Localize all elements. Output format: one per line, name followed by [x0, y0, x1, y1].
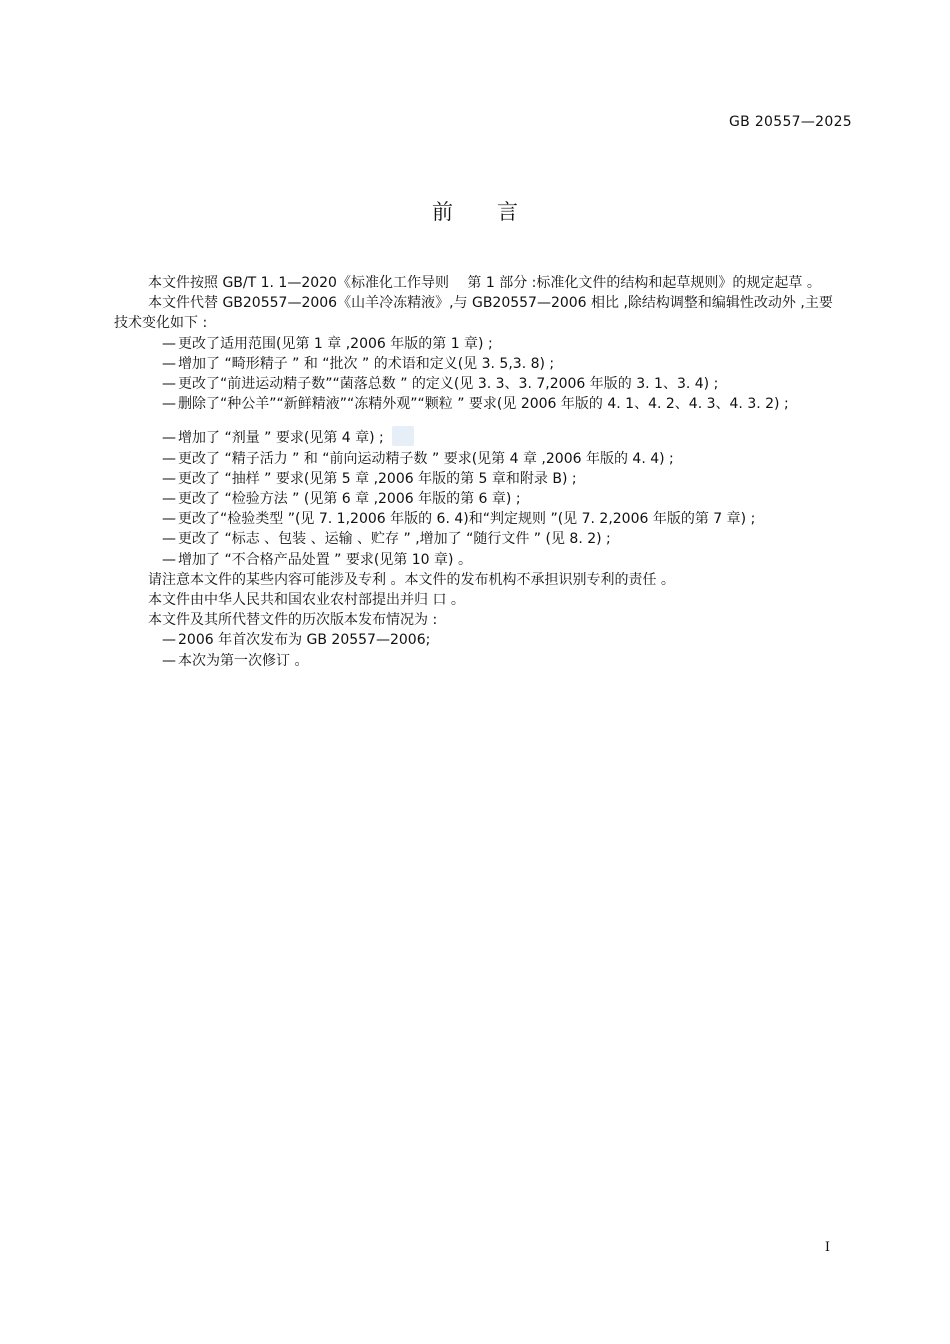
- change-item: — 删除了“种公羊”“新鲜精液”“冻精外观”“颗粒 ” 要求(见 2006 年版的 4. 1、4. 2、4. 3、4. 3. 2) ;: [162, 396, 789, 413]
- paragraph-drafting-basis: 本文件按照 GB/T 1. 1—2020《标准化工作导则 第 1 部分 :标准化文件的结构和起草规则》的规定起草 。: [148, 275, 821, 291]
- paragraph-replacement: 本文件代替 GB20557—2006《山羊冷冻精液》,与 GB20557—2006 相比 ,除结构调整和编辑性改动外 ,主要技术变化如下 :: [114, 295, 833, 332]
- document-body: [114, 273, 838, 671]
- change-item: — 更改了 “检验方法 ” (见第 6 章 ,2006 年版的第 6 章) ;: [162, 491, 521, 508]
- change-item: — 更改了“前进运动精子数”“菌落总数 ” 的定义(见 3. 3、3. 7,2006 年版的 3. 1、3. 4) ;: [162, 376, 719, 393]
- paragraph-history: 本文件及其所代替文件的历次版本发布情况为 :: [148, 612, 438, 629]
- stamp-mark: [392, 426, 414, 446]
- change-item: — 更改了 “抽样 ” 要求(见第 5 章 ,2006 年版的第 5 章和附录 B) ;: [162, 470, 577, 487]
- change-item: — 增加了 “剂量 ” 要求(见第 4 章) ;: [114, 426, 838, 448]
- change-item: — 更改了 “标志 、包装 、运输 、贮存 ” ,增加了 “随行文件 ” (见 8. 2) ;: [162, 531, 611, 548]
- change-item: — 增加了 “畸形精子 ” 和 “批次 ” 的术语和定义(见 3. 5,3. 8) ;: [162, 355, 555, 372]
- change-item: — 增加了 “不合格产品处置 ” 要求(见第 10 章) 。: [162, 551, 472, 568]
- change-item: — 更改了适用范围(见第 1 章 ,2006 年版的第 1 章) ;: [162, 335, 493, 352]
- change-item: — 更改了 “精子活力 ” 和 “前向运动精子数 ” 要求(见第 4 章 ,2006 年版的 4. 4) ;: [162, 450, 674, 467]
- history-item: — 2006 年首次发布为 GB 20557—2006;: [162, 632, 431, 649]
- paragraph-proposer: 本文件由中华人民共和国农业农村部提出并归 口 。: [148, 592, 465, 609]
- page-title: 前言: [432, 200, 562, 224]
- change-item: — 更改了“检验类型 ”(见 7. 1,2006 年版的 6. 4)和“判定规则 ”(见 7. 2,2006 年版的第 7 章) ;: [162, 511, 756, 528]
- paragraph-patent-notice: 请注意本文件的某些内容可能涉及专利 。本文件的发布机构不承担识别专利的责任 。: [148, 571, 675, 588]
- standard-number: GB 20557—2025: [729, 114, 852, 130]
- page-number: I: [824, 1240, 830, 1255]
- history-item: — 本次为第一次修订 。: [162, 652, 309, 669]
